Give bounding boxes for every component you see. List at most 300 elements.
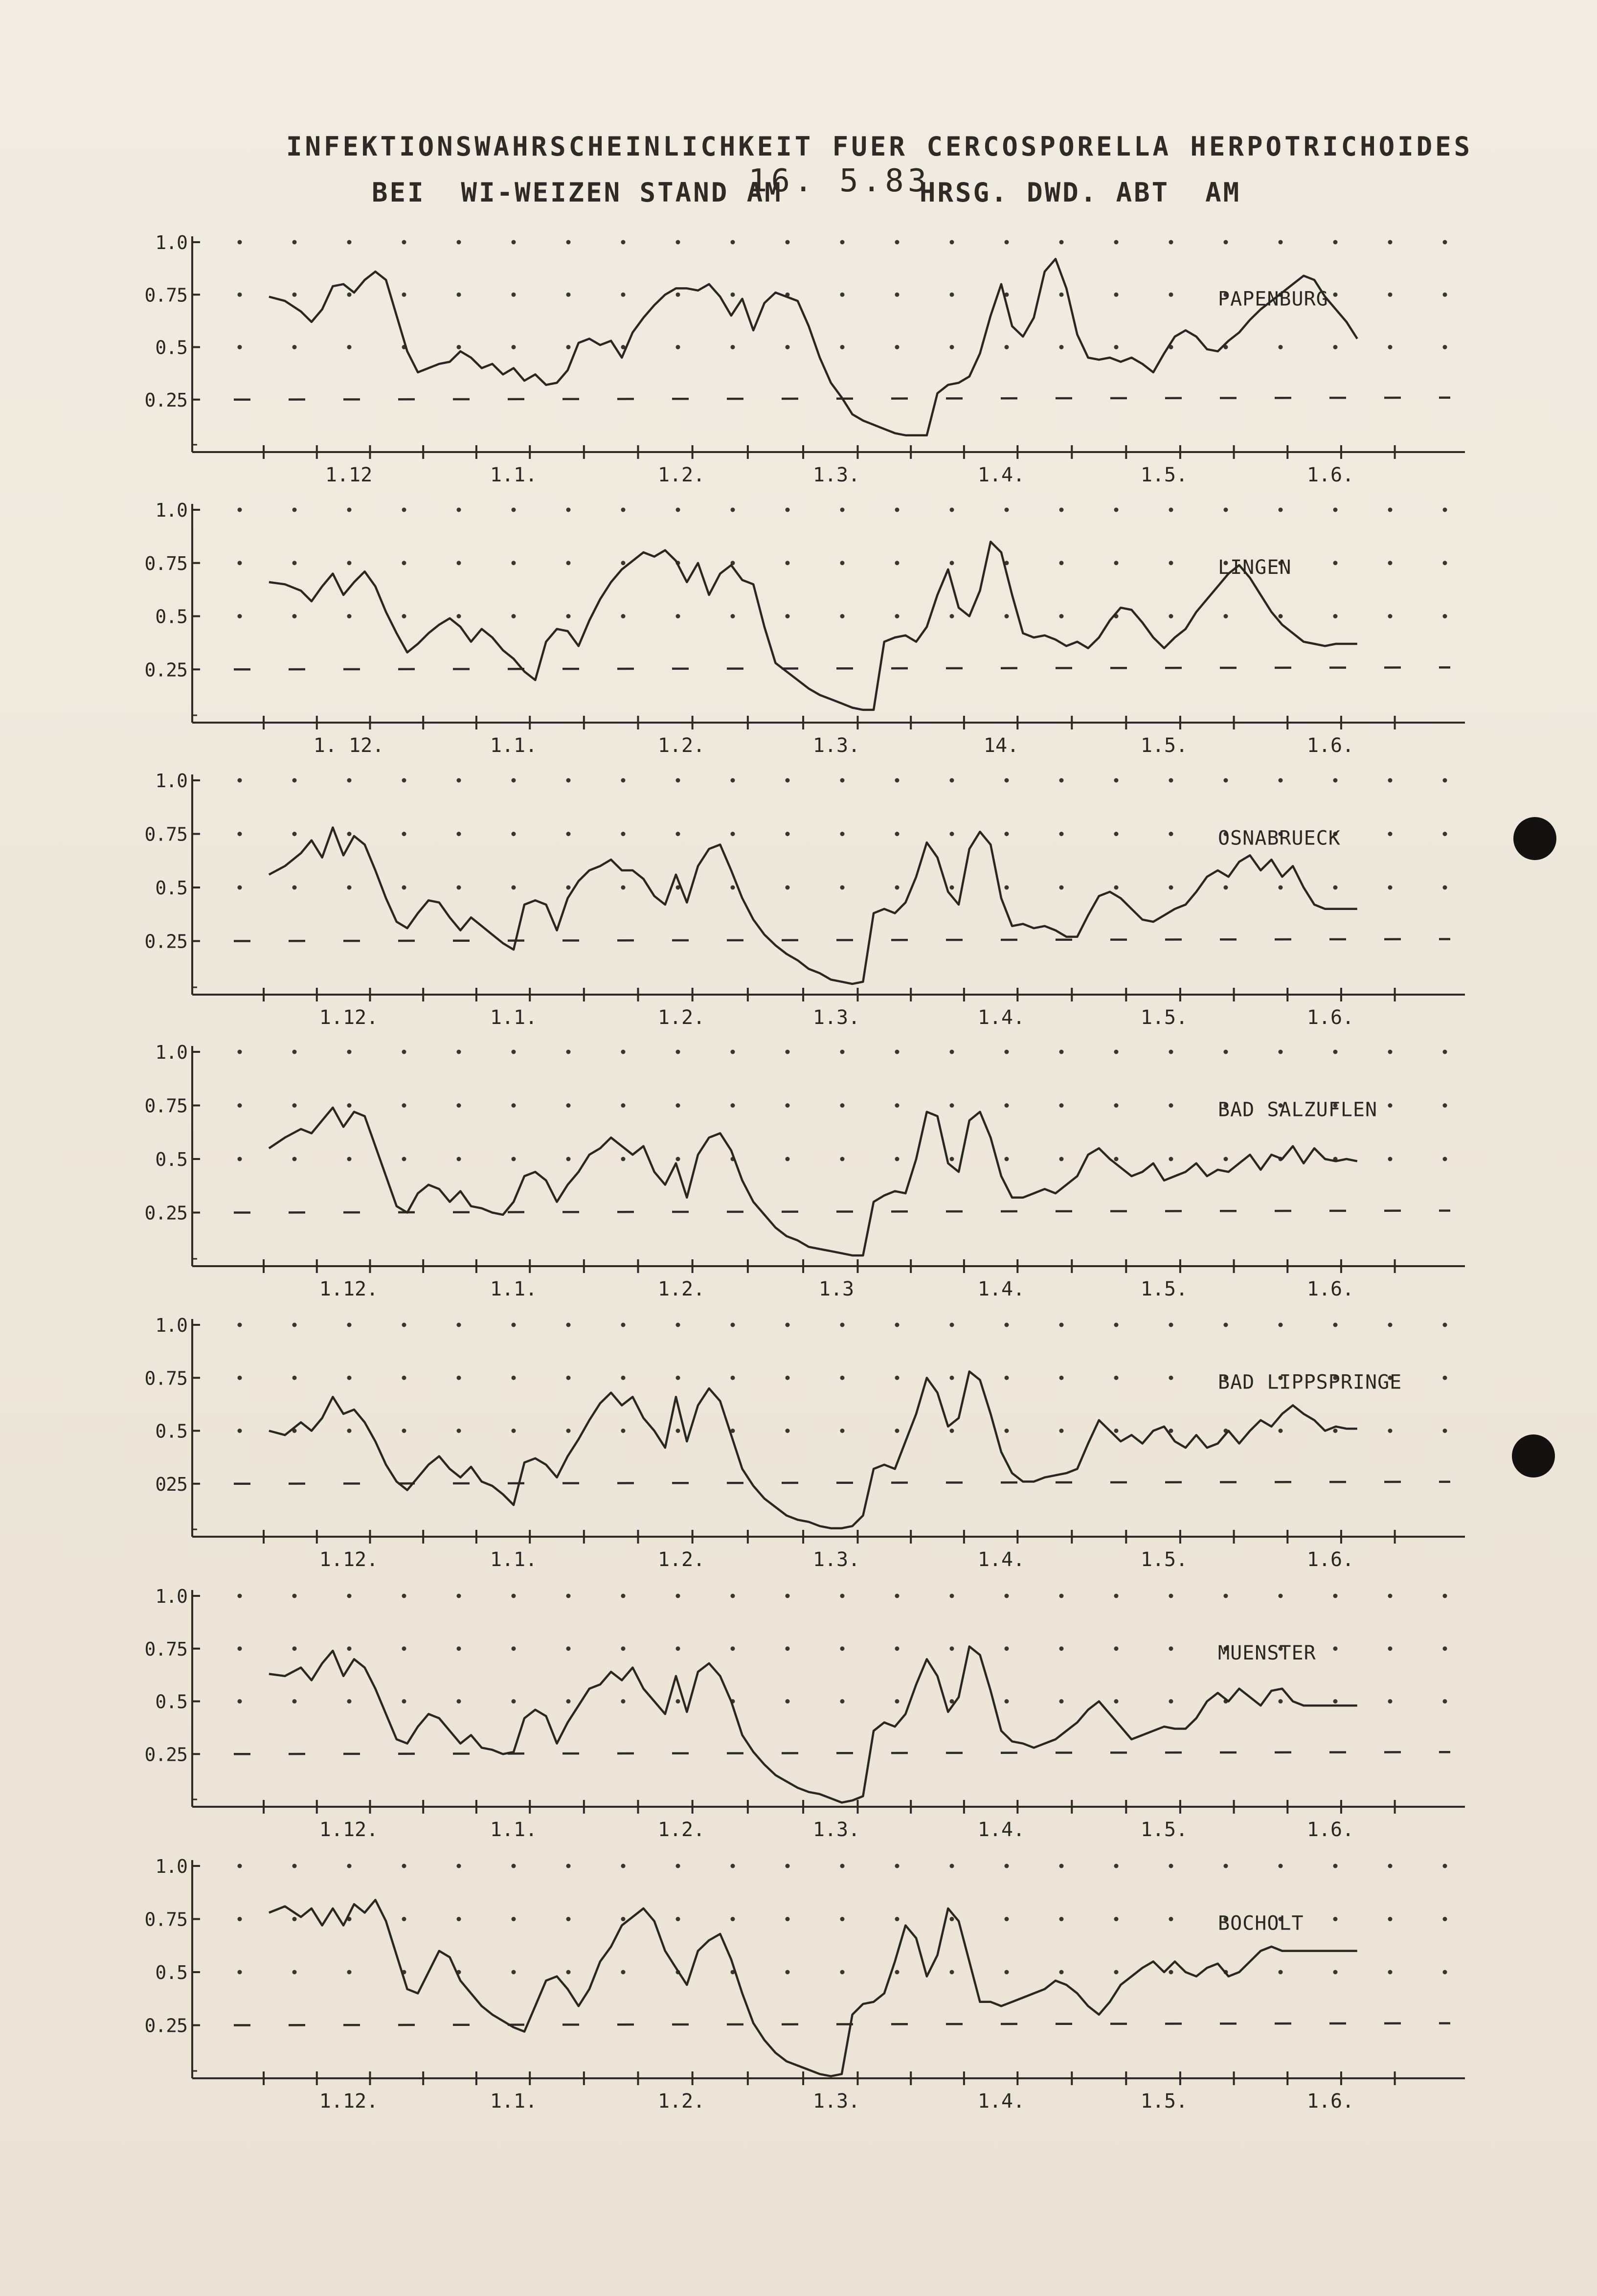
grid-dot [1333, 886, 1338, 890]
grid-dot [731, 1864, 735, 1868]
grid-dot [292, 1323, 297, 1327]
grid-dot [512, 1864, 516, 1868]
grid-dot [621, 1323, 626, 1327]
grid-dot [402, 240, 406, 245]
x-tick-label: 1.4. [977, 1278, 1025, 1300]
grid-dot [1114, 1699, 1119, 1704]
grid-dot [786, 1699, 790, 1704]
grid-dot [1059, 886, 1064, 890]
grid-dot [402, 1323, 406, 1327]
grid-dot [238, 1646, 242, 1651]
grid-dot [840, 508, 845, 512]
grid-dot [731, 1646, 735, 1651]
x-tick-label: 1.3. [812, 2090, 860, 2113]
grid-dot [895, 1376, 900, 1380]
grid-dot [840, 1050, 845, 1054]
grid-dot [402, 293, 406, 297]
grid-dot [840, 832, 845, 836]
grid-dot [566, 1323, 571, 1327]
grid-dot [786, 832, 790, 836]
grid-dot [292, 1699, 297, 1704]
grid-dot [676, 1103, 680, 1108]
y-tick-label: 0.75 [144, 1367, 187, 1389]
grid-dot [1005, 508, 1009, 512]
grid-dot [1114, 1917, 1119, 1921]
x-tick-label: 1.6. [1306, 1548, 1354, 1571]
grid-dot [895, 240, 900, 245]
grid-dot [731, 345, 735, 349]
x-tick-label: 1.1. [490, 1819, 538, 1841]
grid-dot [895, 1050, 900, 1054]
grid-dot [292, 1970, 297, 1975]
infection-probability-line [269, 259, 1357, 435]
grid-dot [1114, 240, 1119, 245]
grid-dot [1114, 1864, 1119, 1868]
grid-dot [731, 614, 735, 618]
grid-dot [292, 778, 297, 783]
x-tick-label: 1.3. [812, 1006, 860, 1029]
y-tick-label: 1.0 [155, 770, 187, 792]
grid-dot [1114, 886, 1119, 890]
grid-dot [1169, 1646, 1173, 1651]
grid-dot [512, 1376, 516, 1380]
grid-dot [840, 240, 845, 245]
grid-dot [292, 1376, 297, 1380]
grid-dot [347, 1864, 352, 1868]
grid-dot [621, 886, 626, 890]
grid-dot [566, 778, 571, 783]
x-tick-label: 1.3. [812, 1819, 860, 1841]
grid-dot [676, 240, 680, 245]
grid-dot [676, 293, 680, 297]
grid-dot [1169, 1699, 1173, 1704]
grid-dot [457, 778, 461, 783]
grid-dot [1005, 1376, 1009, 1380]
grid-dot [950, 1157, 954, 1161]
grid-dot [840, 1103, 845, 1108]
grid-dot [402, 778, 406, 783]
grid-dot [840, 1646, 845, 1651]
grid-dot [512, 1157, 516, 1161]
grid-dot [292, 508, 297, 512]
grid-dot [1114, 1594, 1119, 1598]
grid-dot [238, 1050, 242, 1054]
grid-dot [786, 1050, 790, 1054]
y-tick-label: 1.0 [155, 1586, 187, 1607]
grid-dot [1169, 1864, 1173, 1868]
grid-dot [1443, 778, 1447, 783]
grid-dot [1059, 1376, 1064, 1380]
grid-dot [1114, 561, 1119, 565]
x-tick-label: 1.5. [1140, 1278, 1188, 1300]
grid-dot [1443, 886, 1447, 890]
grid-dot [786, 561, 790, 565]
grid-dot [621, 1429, 626, 1433]
y-tick-label: 1.0 [155, 1856, 187, 1877]
x-tick-label: 1.1. [490, 1006, 538, 1029]
grid-dot [1333, 1323, 1338, 1327]
grid-dot [895, 778, 900, 783]
grid-dot [1443, 1970, 1447, 1975]
grid-dot [402, 614, 406, 618]
grid-dot [457, 1429, 461, 1433]
grid-dot [950, 1594, 954, 1598]
grid-dot [621, 778, 626, 783]
grid-dot [1059, 1103, 1064, 1108]
y-tick-label: 0.5 [155, 1691, 187, 1713]
x-tick-label: 1.2. [657, 1548, 705, 1571]
x-tick-label: 1.4. [977, 2090, 1025, 2113]
grid-dot [1059, 778, 1064, 783]
grid-dot [1169, 886, 1173, 890]
grid-dot [238, 1970, 242, 1975]
grid-dot [1388, 1594, 1393, 1598]
grid-dot [1114, 1376, 1119, 1380]
grid-dot [292, 1157, 297, 1161]
grid-dot [566, 1429, 571, 1433]
station-label: MUENSTER [1218, 1641, 1316, 1664]
grid-dot [1333, 614, 1338, 618]
infection-probability-line [269, 1371, 1357, 1528]
grid-dot [512, 1594, 516, 1598]
grid-dot [731, 778, 735, 783]
grid-dot [1388, 614, 1393, 618]
grid-dot [1114, 778, 1119, 783]
y-tick-label: 0.5 [155, 1420, 187, 1442]
grid-dot [1059, 614, 1064, 618]
grid-dot [402, 1864, 406, 1868]
grid-dot [238, 778, 242, 783]
station-label: OSNABRUECK [1218, 827, 1341, 850]
grid-dot [1443, 1103, 1447, 1108]
infection-probability-line [269, 1646, 1357, 1802]
grid-dot [1443, 561, 1447, 565]
grid-dot [1059, 1864, 1064, 1868]
grid-dot [457, 1157, 461, 1161]
grid-dot [1059, 832, 1064, 836]
grid-dot [895, 1699, 900, 1704]
grid-dot [1114, 345, 1119, 349]
x-tick-label: 1.1. [490, 464, 538, 486]
y-tick-label: 025 [155, 1473, 187, 1495]
grid-dot [786, 1323, 790, 1327]
grid-dot [731, 886, 735, 890]
grid-dot [1005, 240, 1009, 245]
grid-dot [457, 508, 461, 512]
grid-dot [1443, 1864, 1447, 1868]
grid-dot [1388, 1429, 1393, 1433]
grid-dot [347, 345, 352, 349]
grid-dot [1059, 1917, 1064, 1921]
grid-dot [950, 1429, 954, 1433]
infection-probability-line [269, 1108, 1357, 1255]
grid-dot [895, 561, 900, 565]
x-tick-label: 1.4. [977, 1548, 1025, 1571]
y-tick-label: 1.0 [155, 1315, 187, 1336]
x-tick-label: 1.12. [319, 1548, 379, 1571]
x-tick-label: 1.4. [977, 1006, 1025, 1029]
grid-dot [457, 1594, 461, 1598]
grid-dot [676, 1429, 680, 1433]
grid-dot [676, 1594, 680, 1598]
grid-dot [1005, 778, 1009, 783]
grid-dot [1333, 1646, 1338, 1651]
grid-dot [347, 1429, 352, 1433]
grid-dot [512, 240, 516, 245]
y-tick-label: 1.0 [155, 1042, 187, 1063]
grid-dot [402, 561, 406, 565]
grid-dot [1388, 508, 1393, 512]
grid-dot [566, 508, 571, 512]
x-tick-label: 1.5. [1140, 1819, 1188, 1841]
grid-dot [786, 1103, 790, 1108]
grid-dot [347, 240, 352, 245]
grid-dot [238, 1376, 242, 1380]
grid-dot [786, 1917, 790, 1921]
grid-dot [1443, 240, 1447, 245]
grid-dot [731, 1050, 735, 1054]
x-tick-label: 1.5. [1140, 734, 1188, 757]
grid-dot [731, 240, 735, 245]
grid-dot [1443, 1323, 1447, 1327]
grid-dot [895, 886, 900, 890]
threshold-line [234, 1752, 1450, 1754]
grid-dot [1059, 240, 1064, 245]
x-tick-label: 1.2. [657, 1819, 705, 1841]
x-tick-label: 1.6. [1306, 1006, 1354, 1029]
y-tick-label: 0.75 [144, 284, 187, 306]
grid-dot [512, 1917, 516, 1921]
grid-dot [1005, 886, 1009, 890]
grid-dot [402, 1050, 406, 1054]
grid-dot [786, 508, 790, 512]
station-label: BOCHOLT [1218, 1912, 1304, 1935]
grid-dot [621, 293, 626, 297]
grid-dot [1114, 832, 1119, 836]
grid-dot [621, 561, 626, 565]
grid-dot [1169, 832, 1173, 836]
grid-dot [512, 293, 516, 297]
grid-dot [621, 508, 626, 512]
grid-dot [621, 1050, 626, 1054]
threshold-line [234, 1482, 1450, 1484]
grid-dot [238, 508, 242, 512]
grid-dot [238, 1864, 242, 1868]
grid-dot [676, 1917, 680, 1921]
grid-dot [840, 345, 845, 349]
grid-dot [676, 345, 680, 349]
grid-dot [566, 1699, 571, 1704]
grid-dot [347, 1594, 352, 1598]
grid-dot [840, 1157, 845, 1161]
grid-dot [840, 614, 845, 618]
y-tick-label: 0.25 [144, 931, 187, 953]
x-tick-label: 1.2. [657, 734, 705, 757]
grid-dot [1333, 1429, 1338, 1433]
grid-dot [1169, 561, 1173, 565]
grid-dot [1169, 614, 1173, 618]
grid-dot [347, 508, 352, 512]
grid-dot [1224, 240, 1228, 245]
grid-dot [950, 345, 954, 349]
grid-dot [1005, 1699, 1009, 1704]
x-tick-label: 1.12. [319, 1819, 379, 1841]
grid-dot [512, 1429, 516, 1433]
y-tick-label: 0.75 [144, 1095, 187, 1117]
grid-dot [1388, 832, 1393, 836]
grid-dot [621, 1699, 626, 1704]
grid-dot [786, 1646, 790, 1651]
grid-dot [1114, 1157, 1119, 1161]
grid-dot [895, 1970, 900, 1975]
grid-dot [457, 1917, 461, 1921]
grid-dot [1443, 1376, 1447, 1380]
grid-dot [731, 1376, 735, 1380]
grid-dot [292, 345, 297, 349]
grid-dot [347, 1157, 352, 1161]
grid-dot [457, 561, 461, 565]
grid-dot [786, 614, 790, 618]
grid-dot [1005, 1864, 1009, 1868]
grid-dot [950, 240, 954, 245]
grid-dot [292, 293, 297, 297]
grid-dot [676, 1323, 680, 1327]
grid-dot [292, 1646, 297, 1651]
grid-dot [1114, 293, 1119, 297]
grid-dot [621, 1864, 626, 1868]
grid-dot [676, 1157, 680, 1161]
grid-dot [457, 614, 461, 618]
grid-dot [950, 1970, 954, 1975]
grid-dot [1443, 832, 1447, 836]
grid-dot [1005, 1103, 1009, 1108]
grid-dot [1333, 508, 1338, 512]
grid-dot [676, 778, 680, 783]
grid-dot [895, 293, 900, 297]
grid-dot [512, 1103, 516, 1108]
grid-dot [840, 1323, 845, 1327]
grid-dot [895, 1157, 900, 1161]
grid-dot [566, 1646, 571, 1651]
grid-dot [566, 1157, 571, 1161]
threshold-line [234, 2023, 1450, 2025]
grid-dot [1114, 1429, 1119, 1433]
grid-dot [621, 1917, 626, 1921]
grid-dot [457, 345, 461, 349]
grid-dot [1169, 1050, 1173, 1054]
grid-dot [1279, 1699, 1283, 1704]
grid-dot [731, 508, 735, 512]
x-tick-label: 1.3 [818, 1278, 855, 1300]
y-tick-label: 0.75 [144, 1909, 187, 1931]
grid-dot [1059, 561, 1064, 565]
grid-dot [347, 1970, 352, 1975]
grid-dot [1279, 240, 1283, 245]
grid-dot [347, 778, 352, 783]
grid-dot [512, 561, 516, 565]
grid-dot [347, 614, 352, 618]
subtitle-crop: BEI WI-WEIZEN STAND AM [372, 177, 783, 208]
grid-dot [238, 293, 242, 297]
grid-dot [1169, 1376, 1173, 1380]
grid-dot [950, 561, 954, 565]
x-tick-label: 1.1. [490, 1278, 538, 1300]
grid-dot [347, 293, 352, 297]
grid-dot [1388, 561, 1393, 565]
grid-dot [566, 1917, 571, 1921]
grid-dot [347, 1323, 352, 1327]
grid-dot [950, 293, 954, 297]
grid-dot [1005, 1157, 1009, 1161]
grid-dot [895, 832, 900, 836]
grid-dot [731, 1103, 735, 1108]
grid-dot [566, 886, 571, 890]
grid-dot [292, 561, 297, 565]
grid-dot [402, 1376, 406, 1380]
x-tick-label: 1.1. [490, 734, 538, 757]
grid-dot [292, 1917, 297, 1921]
grid-dot [1279, 1594, 1283, 1598]
grid-dot [621, 1970, 626, 1975]
station-label: LINGEN [1218, 556, 1292, 579]
grid-dot [402, 1646, 406, 1651]
grid-dot [1114, 1323, 1119, 1327]
grid-dot [895, 1917, 900, 1921]
grid-dot [292, 1594, 297, 1598]
grid-dot [840, 1594, 845, 1598]
y-tick-label: 0.5 [155, 606, 187, 628]
grid-dot [1279, 1323, 1283, 1327]
grid-dot [1169, 778, 1173, 783]
grid-dot [1059, 1050, 1064, 1054]
grid-dot [1388, 1157, 1393, 1161]
x-tick-label: 1.1. [490, 1548, 538, 1571]
grid-dot [457, 1050, 461, 1054]
grid-dot [1169, 1917, 1173, 1921]
grid-dot [621, 1376, 626, 1380]
grid-dot [621, 240, 626, 245]
grid-dot [566, 614, 571, 618]
x-tick-label: 1.5. [1140, 2090, 1188, 2113]
x-tick-label: 14. [983, 734, 1019, 757]
grid-dot [1388, 345, 1393, 349]
grid-dot [1005, 1594, 1009, 1598]
grid-dot [950, 508, 954, 512]
grid-dot [731, 1917, 735, 1921]
grid-dot [1059, 345, 1064, 349]
grid-dot [950, 1323, 954, 1327]
grid-dot [840, 1864, 845, 1868]
grid-dot [786, 1157, 790, 1161]
x-tick-label: 1.5. [1140, 464, 1188, 486]
subtitle-publisher: HRSG. DWD. ABT AM [920, 177, 1241, 208]
grid-dot [1443, 1594, 1447, 1598]
grid-dot [895, 345, 900, 349]
grid-dot [402, 1594, 406, 1598]
grid-dot [347, 1376, 352, 1380]
grid-dot [1224, 1594, 1228, 1598]
grid-dot [1224, 614, 1228, 618]
grid-dot [731, 1594, 735, 1598]
grid-dot [1169, 1323, 1173, 1327]
grid-dot [895, 1103, 900, 1108]
y-tick-label: 0.75 [144, 1638, 187, 1660]
grid-dot [512, 1646, 516, 1651]
grid-dot [1169, 1970, 1173, 1975]
grid-dot [292, 832, 297, 836]
x-tick-label: 1.6. [1306, 464, 1354, 486]
x-tick-label: 1.12. [319, 1278, 379, 1300]
